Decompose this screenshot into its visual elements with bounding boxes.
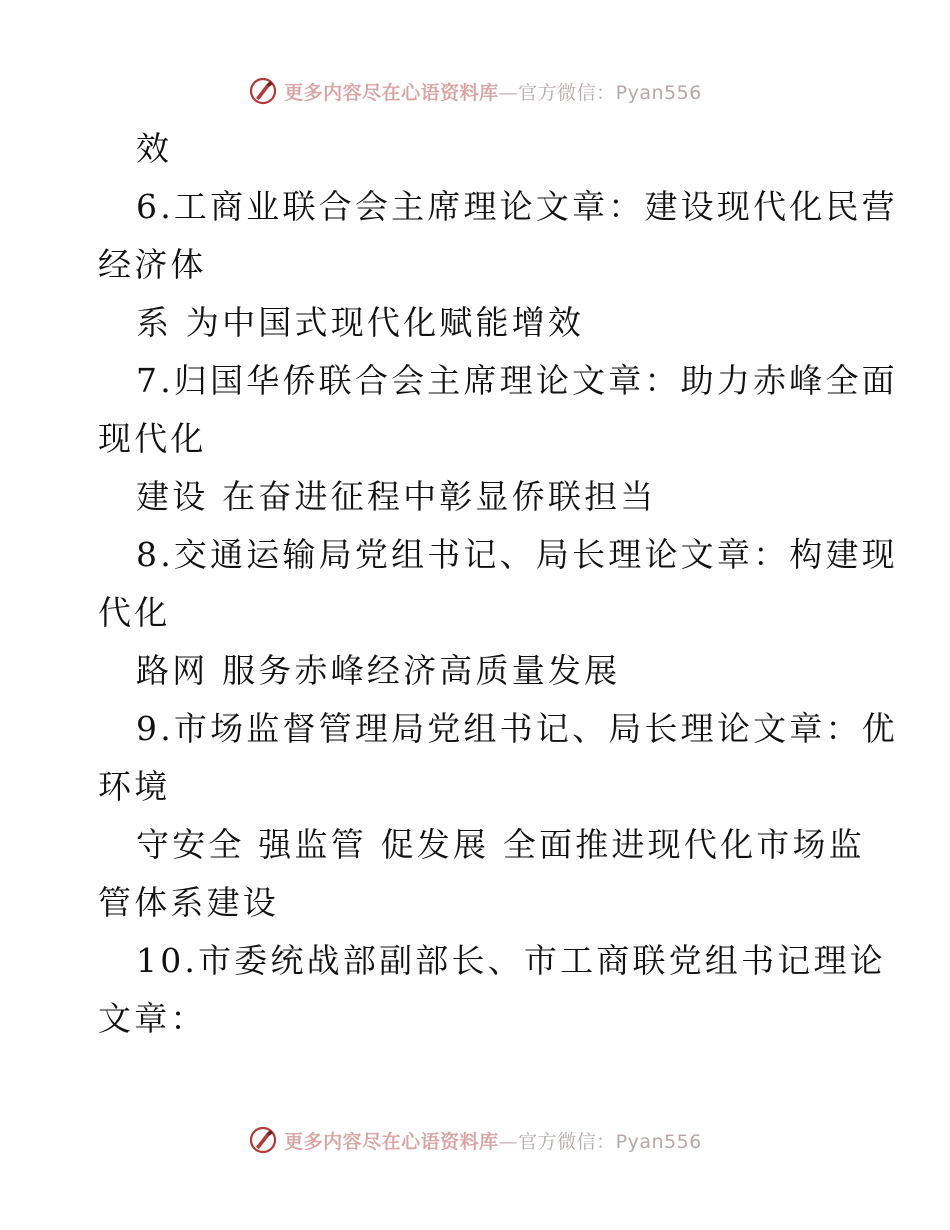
watermark-text (284, 1127, 702, 1154)
text-line: 守安全 强监管 促发展 全面推进现代化市场监 (136, 825, 865, 864)
text-line: 建设 在奋进征程中彰显侨联担当 (136, 477, 657, 516)
text-line: 现代化 (98, 419, 207, 458)
text-line: 管体系建设 (98, 883, 279, 922)
watermark-contact: 官方微信：Pyan556 (518, 81, 702, 104)
watermark-separator: — (498, 81, 519, 104)
text-line: 10.市委统战部副部长、市工商联党组书记理论 (136, 941, 886, 980)
text-line: 文章： (98, 999, 207, 1038)
text-line: 6.工商业联合会主席理论文章：建设现代化民营 (136, 187, 898, 226)
watermark-separator: — (498, 1130, 519, 1153)
watermark-main: 更多内容尽在心语资料库 (284, 81, 499, 104)
pen-logo-icon (248, 76, 278, 106)
watermark-contact: 官方微信：Pyan556 (518, 1130, 702, 1153)
pen-logo-icon (248, 1125, 278, 1155)
text-line: 代化 (98, 593, 171, 632)
watermark-main: 更多内容尽在心语资料库 (284, 1130, 499, 1153)
footer-watermark (0, 1120, 950, 1160)
document-body (98, 120, 898, 1048)
text-line: 7.归国华侨联合会主席理论文章：助力赤峰全面 (136, 361, 898, 400)
text-line: 经济体 (98, 245, 207, 284)
text-line: 系 为中国式现代化赋能增效 (136, 303, 585, 342)
text-line: 路网 服务赤峰经济高质量发展 (136, 651, 621, 690)
header-watermark (0, 71, 950, 111)
text-line: 9.市场监督管理局党组书记、局长理论文章：优 (136, 709, 898, 748)
text-line: 环境 (98, 767, 171, 806)
text-line: 效 (136, 129, 173, 168)
watermark-text (284, 78, 702, 105)
text-line: 8.交通运输局党组书记、局长理论文章：构建现 (136, 535, 898, 574)
